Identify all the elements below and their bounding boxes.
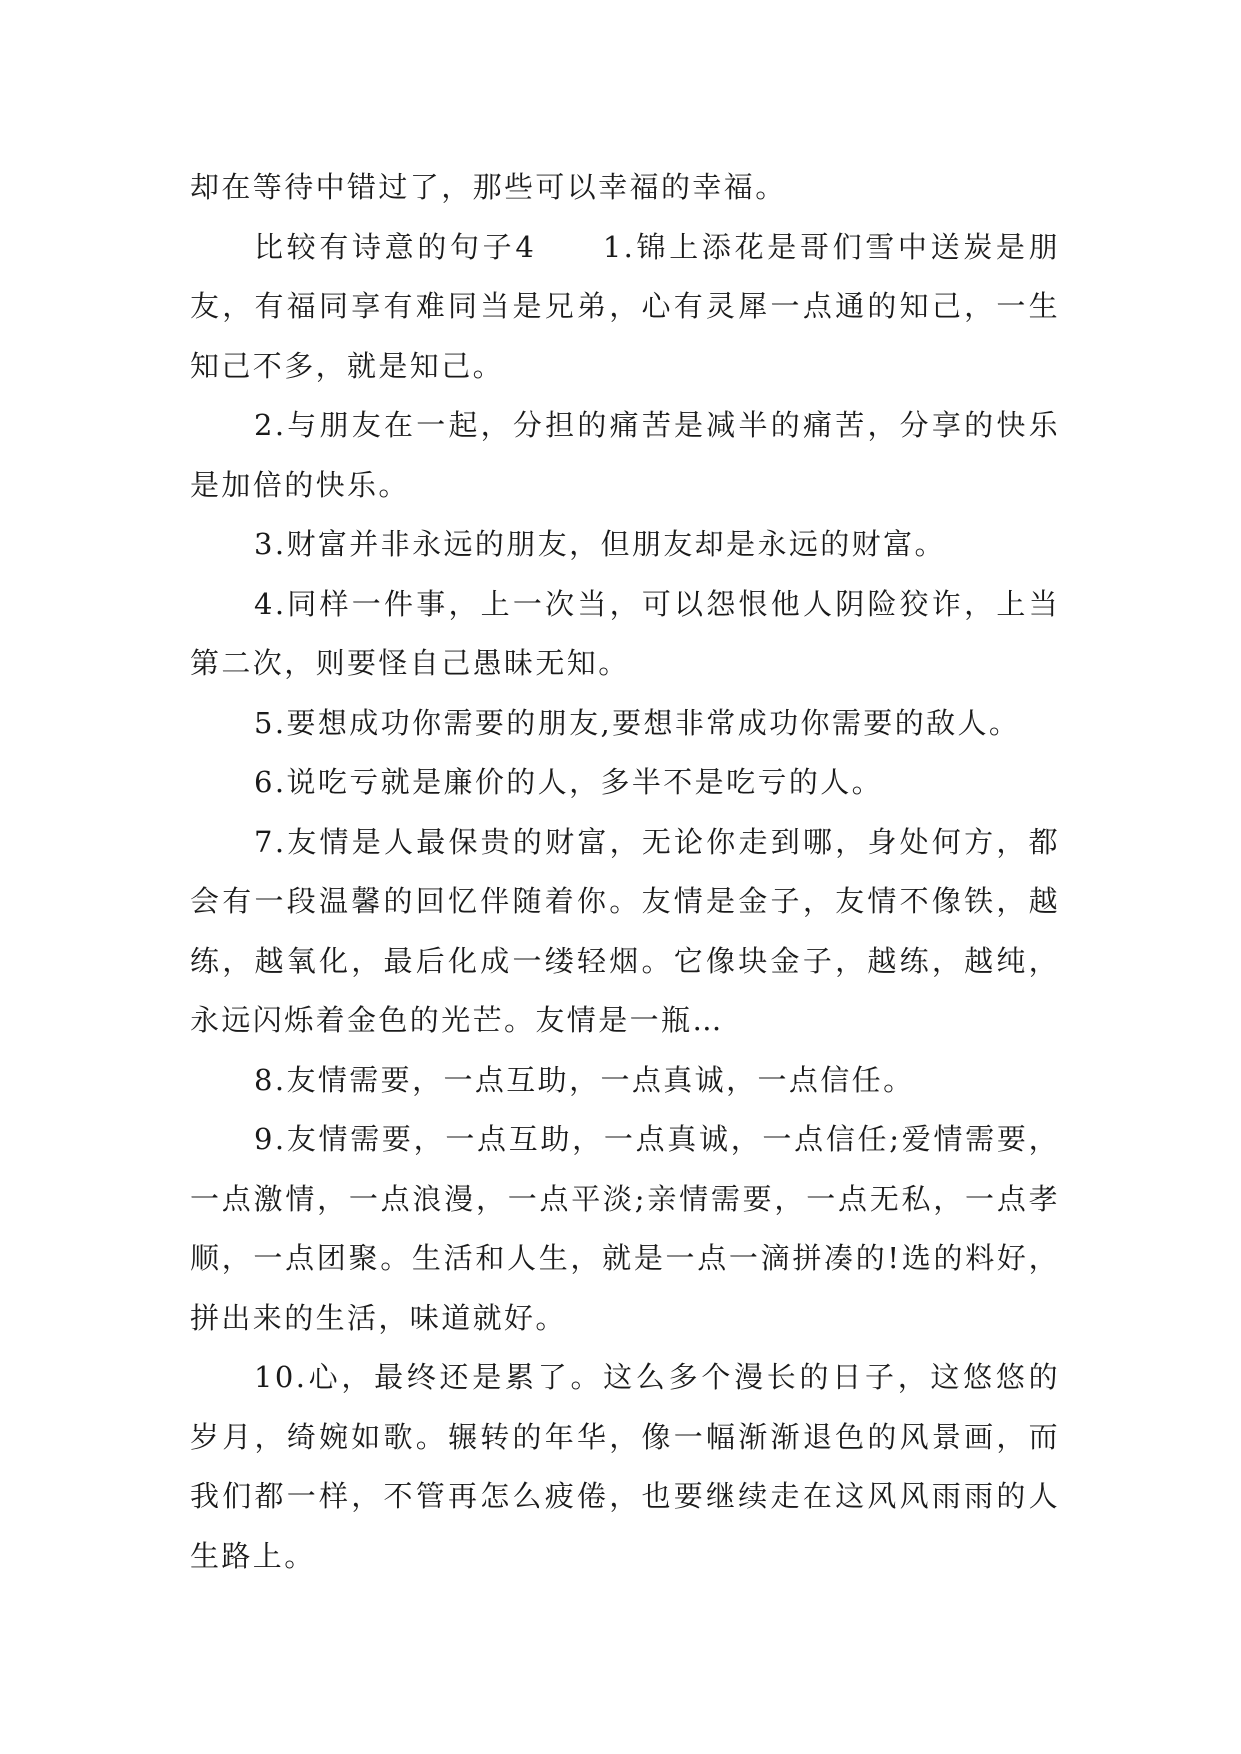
paragraph-item-3: 3.财富并非永远的朋友，但朋友却是永远的财富。 [254, 527, 946, 561]
paragraph-item-6: 6.说吃亏就是廉价的人，多半不是吃亏的人。 [254, 765, 884, 799]
paragraph-item-7: 7.友情是人最保贵的财富，无论你走到哪，身处何方，都会有一段温馨的回忆伴随着你。友情是金子，友情不像铁，越练，越氧化，最后化成一缕轻烟。它像块金子，越练，越纯，永远闪烁着金色的光芒。友情是一瓶… [190, 824, 1060, 1037]
paragraph-item-10: 10.心，最终还是累了。这么多个漫长的日子，这悠悠的岁月，绮婉如歌。辗转的年华，像一幅渐渐退色的风景画，而我们都一样，不管再怎么疲倦，也要继续走在这风风雨雨的人生路上。 [190, 1360, 1060, 1573]
paragraph-section-heading: 比较有诗意的句子4 1.锦上添花是哥们雪中送炭是朋友，有福同享有难同当是兄弟，心有灵犀一点通的知己，一生知己不多，就是知己。 [190, 229, 1060, 383]
paragraph-item-5: 5.要想成功你需要的朋友,要想非常成功你需要的敌人。 [254, 705, 1021, 740]
paragraph-continuation: 却在等待中错过了，那些可以幸福的幸福。 [190, 170, 787, 204]
paragraph-item-4: 4.同样一件事，上一次当，可以怨恨他人阴险狡诈，上当第二次，则要怪自己愚昧无知。 [190, 586, 1060, 680]
paragraph-item-2: 2.与朋友在一起，分担的痛苦是减半的痛苦，分享的快乐是加倍的快乐。 [190, 408, 1060, 502]
paragraph-item-9: 9.友情需要，一点互助，一点真诚，一点信任;爱情需要，一点激情，一点浪漫，一点平淡;亲情需要，一点无私，一点孝顺，一点团聚。生活和人生，就是一点一滴拼凑的!选的料好，拼出来的生活，味道就好。 [190, 1122, 1060, 1335]
paragraph-item-8: 8.友情需要，一点互助，一点真诚，一点信任。 [254, 1062, 915, 1097]
document-body [190, 158, 1060, 1586]
